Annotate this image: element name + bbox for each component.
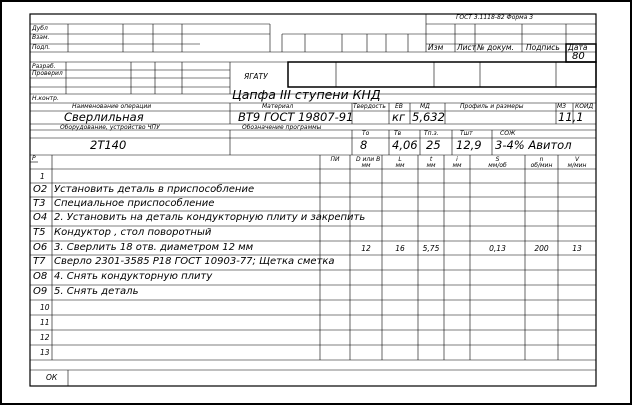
op-name-value: Сверлильная [64,110,144,124]
column-header-unit: мм [426,162,436,169]
label-to: То [362,130,370,137]
material-value: ВТ9 ГОСТ 19807-91 [238,110,354,124]
label-n-dokum: № докум. [477,43,514,52]
row-mark: Т3 [33,198,46,209]
org-code: ЯГАТУ [244,72,268,81]
label-op-name: Наименование операции [72,103,152,110]
table-header-p: Р [32,155,36,162]
row-number: 13 [40,348,50,357]
form-standard: ГОСТ 3.1118-82 Форма 3 [456,14,534,21]
row-text: Кондуктор , стол поворотный [54,227,212,238]
column-header-label: L [398,156,402,163]
table-cell: 13 [572,244,582,253]
label-razrab: Разраб. [32,63,56,70]
to-value: 8 [360,138,368,152]
label-list: Лист [457,43,477,52]
label-dubl: Дубл [32,25,48,32]
label-profile: Профиль и размеры [460,103,524,110]
row-number: 12 [40,333,50,342]
tsht-value: 12,9 [456,138,482,152]
table-cell: 16 [395,244,405,253]
column-header-unit: мм [361,162,371,169]
label-tpz: Тп.з. [424,130,439,137]
table-cell: 0,13 [489,244,506,253]
row-number: 11 [40,318,50,327]
row-text: Специальное приспособление [54,198,215,209]
mz-value: 11,1 [558,110,584,124]
row-text: 4. Снять кондукторную плиту [54,271,213,282]
row-mark: О4 [33,212,48,223]
row-mark: Т5 [33,227,46,238]
row-text: 5. Снять деталь [54,286,139,297]
column-header-unit: мм [395,162,405,169]
equipment-value: 2Т140 [90,138,127,152]
part-name: Цапфа III ступени КНД [232,87,381,102]
label-n-kontr: Н.контр. [32,95,59,102]
column-header-label: i [456,156,458,163]
label-podp: Подп. [32,44,51,51]
label-izm: Изм [428,43,444,52]
label-equipment: Оборудование, устройство ЧПУ [60,124,160,131]
label-podpis: Подпись [526,43,560,52]
label-soj: СОЖ [500,130,516,137]
tv-value: 4,06 [392,138,418,152]
label-vzam: Взам. [32,34,50,41]
row-mark: О9 [33,286,48,297]
label-md: МД [420,103,430,110]
row-text: 2. Установить на деталь кондукторную плиту и закрепить [54,212,366,223]
table-cell: 5,75 [422,244,440,253]
row-mark: О2 [33,184,48,195]
label-material: Материал [262,103,294,110]
label-data: Дата [568,43,588,52]
column-header-label: S [495,156,500,163]
tpz-value: 25 [426,138,441,152]
soj-value: 3-4% Авитол [495,138,572,152]
row-number: 10 [40,303,50,312]
column-header-unit: мм/об [488,162,507,169]
column-header-label: V [574,156,580,163]
label-tsht: Тшт [460,130,473,137]
row-text: Сверло 2301-3585 Р18 ГОСТ 10903-77; Щетка сметка [54,256,335,267]
label-tv: Тв [394,130,402,137]
row-mark: Т7 [33,256,46,267]
column-header-unit: об/мин [530,162,553,169]
label-hardness: Твердость [353,103,386,110]
table-cell: 200 [534,244,549,253]
column-header-label: t [429,156,433,163]
column-header-label: ПИ [330,156,340,163]
page-number: 80 [572,51,585,62]
table-cell: 12 [361,244,371,253]
row-mark: О6 [33,242,48,253]
label-proveril: Проверил [32,70,63,77]
ev-value: кг [392,110,405,124]
footer-ok: ОК [46,373,58,382]
label-ev: ЕВ [395,103,403,110]
column-header-label: n [539,156,544,163]
row-mark: О8 [33,271,48,282]
column-header-unit: м/мин [567,162,587,169]
label-program: Обозначение программы [242,124,322,131]
row-text: Установить деталь в приспособление [54,184,255,195]
row-text: 3. Сверлить 18 отв. диаметром 12 мм [54,242,254,253]
column-header-unit: мм [452,162,462,169]
md-value: 5,632 [412,110,445,124]
label-koid: КОИД [575,103,594,110]
row-number: 1 [40,172,45,181]
column-header-label: D или B [356,156,381,163]
label-mz: МЗ [557,103,567,110]
